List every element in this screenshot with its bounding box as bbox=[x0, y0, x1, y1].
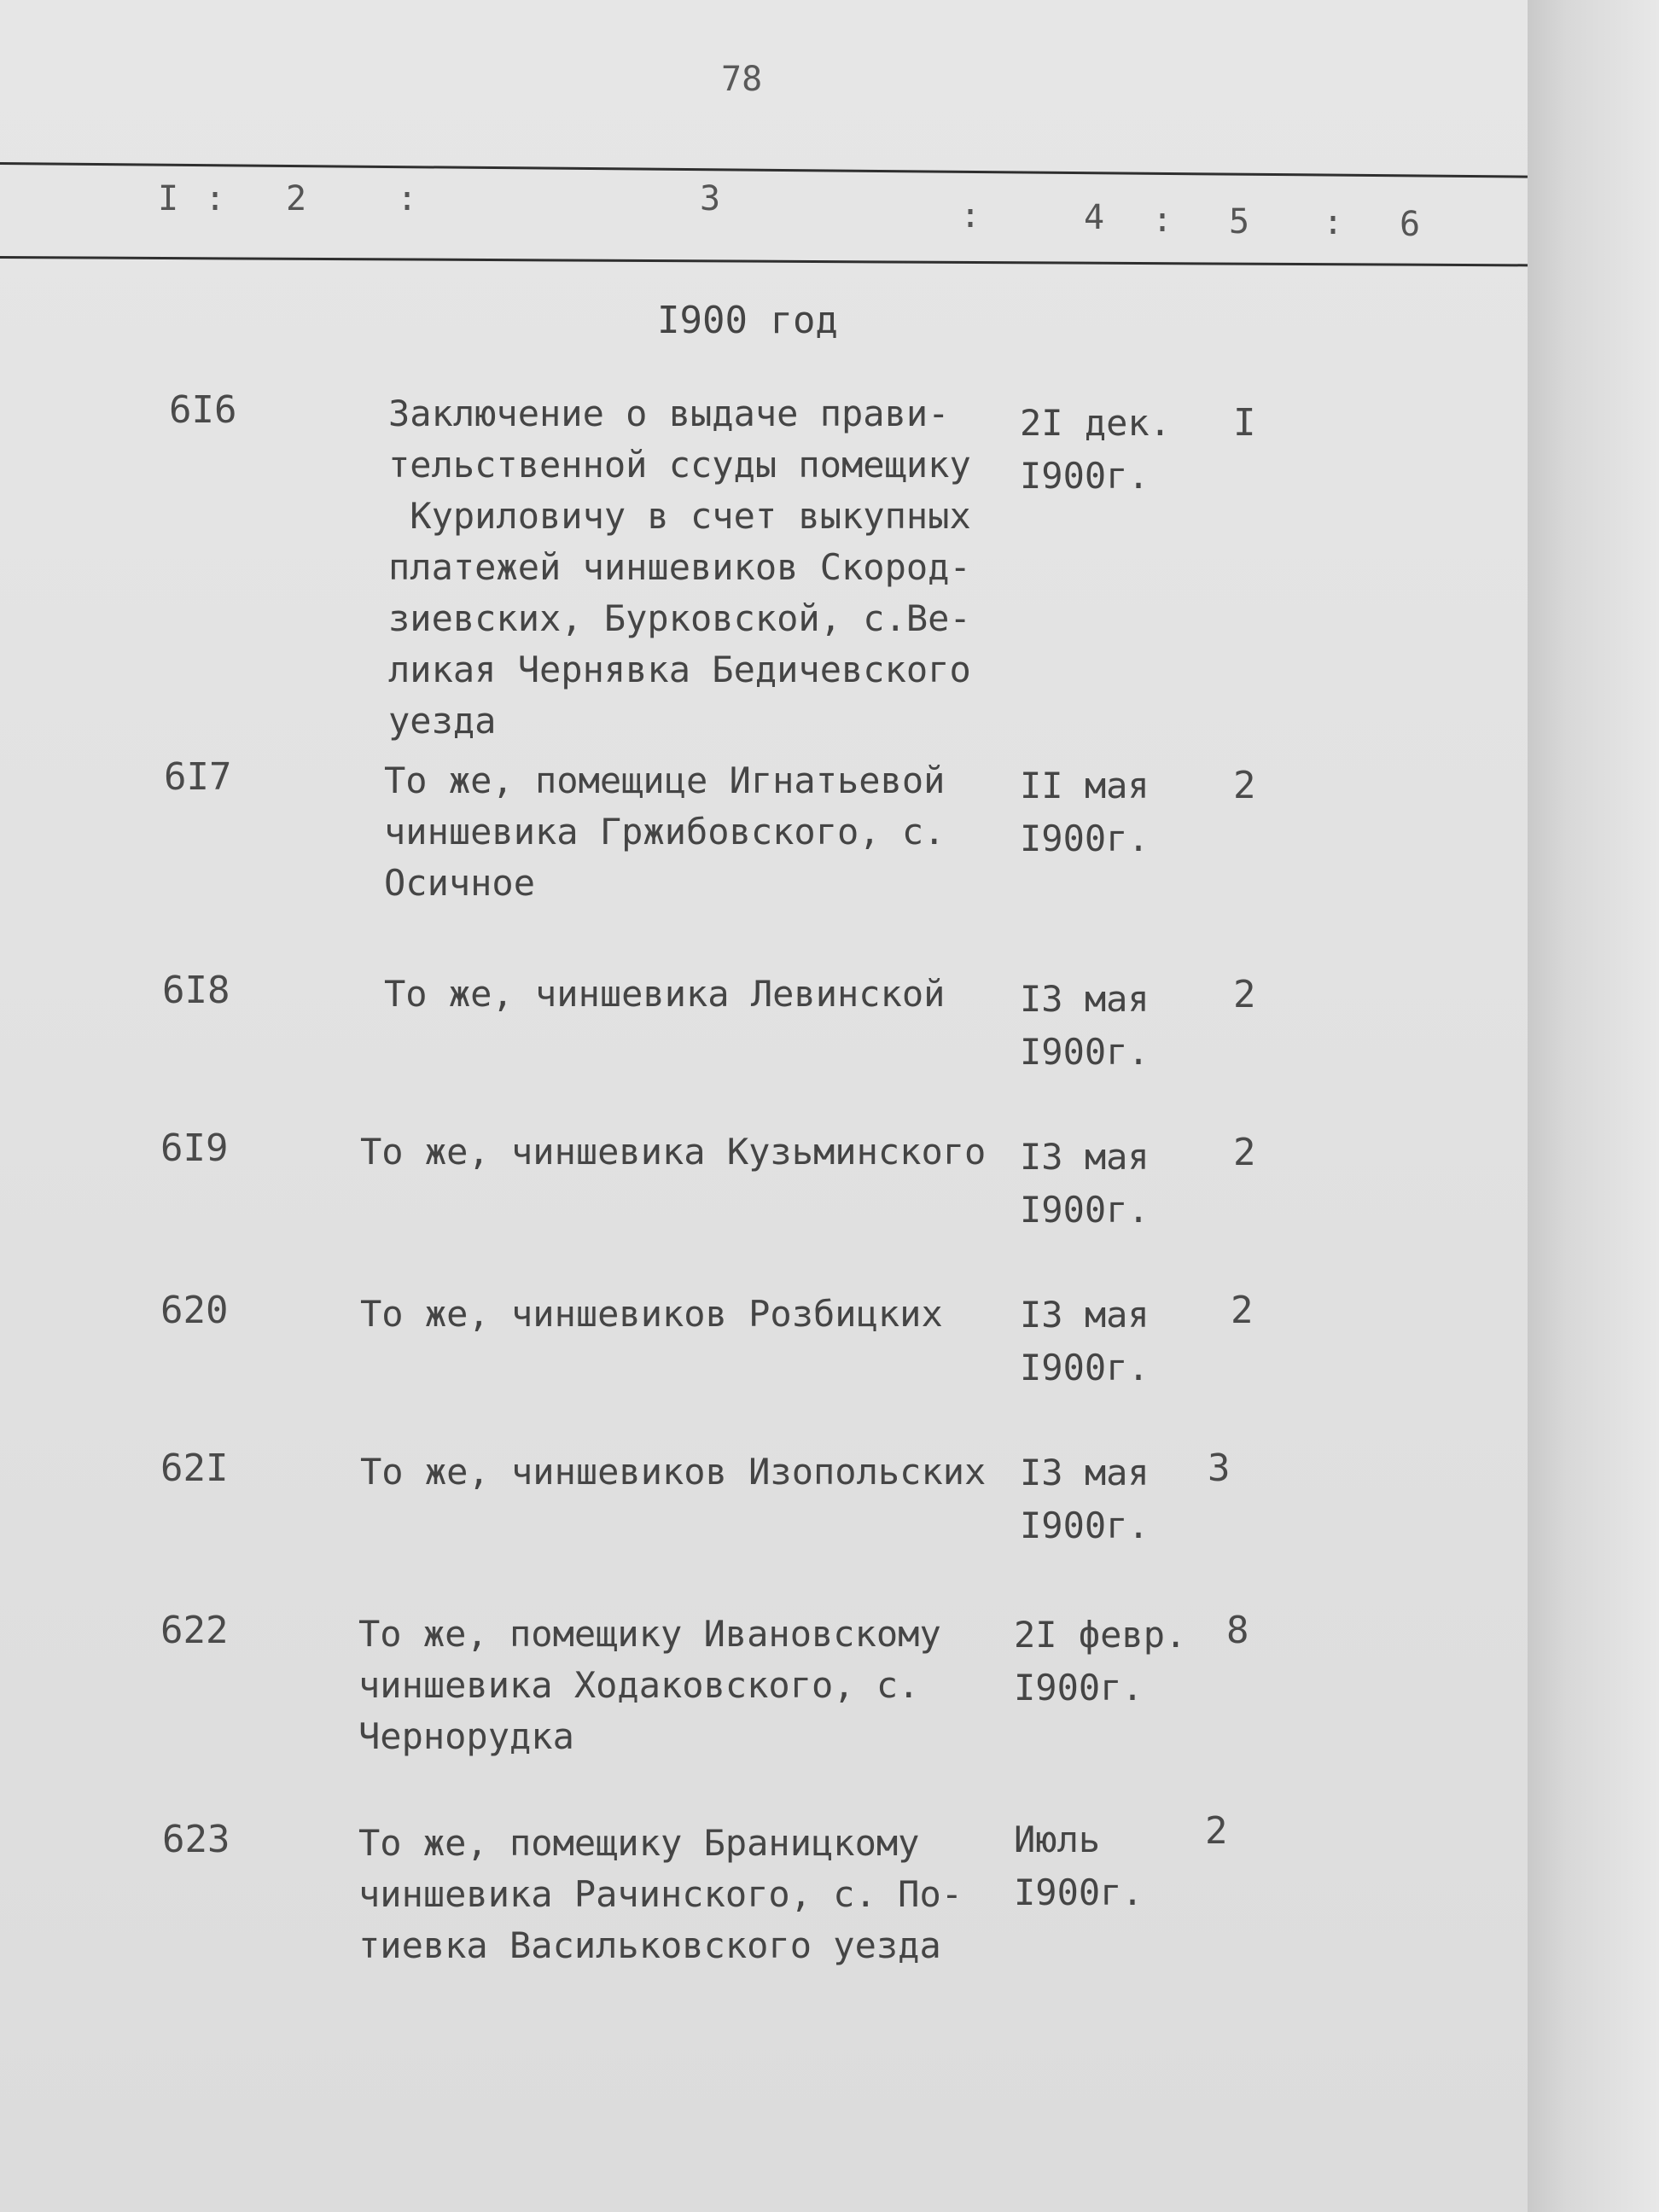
column-header-3: 3 bbox=[700, 179, 721, 218]
record-description: То же, помещику Браницкому чиншевика Рачинского, с. По- тиевка Васильковского уезда bbox=[358, 1822, 963, 1966]
record-description: То же, помещице Игнатьевой чиншевика Гржибовского, с. Осичное bbox=[384, 760, 946, 904]
record-date: I3 мая I900г. bbox=[1020, 1452, 1150, 1546]
column-separator: : bbox=[205, 179, 226, 218]
column-separator: : bbox=[397, 179, 418, 218]
header-rule-top bbox=[0, 162, 1528, 178]
record-sheet-count: I bbox=[1233, 401, 1256, 445]
column-separator: : bbox=[960, 196, 981, 236]
record-sheet-count: 8 bbox=[1226, 1609, 1249, 1652]
column-header-1: I bbox=[158, 179, 179, 218]
record-sheet-count: 3 bbox=[1208, 1447, 1231, 1490]
record-date: I3 мая I900г. bbox=[1020, 978, 1150, 1073]
column-header-6: 6 bbox=[1400, 205, 1421, 244]
record-number: 6I9 bbox=[160, 1126, 229, 1170]
record-description: То же, помещику Ивановскому чиншевика Ходаковского, с. Чернорудка bbox=[358, 1613, 941, 1757]
page-edge-shadow bbox=[1528, 0, 1659, 2212]
record-number: 6I6 bbox=[169, 388, 237, 432]
column-header-2: 2 bbox=[286, 179, 307, 218]
header-rule-bottom bbox=[0, 256, 1528, 266]
page-number: 78 bbox=[721, 60, 763, 99]
record-description: То же, чиншевиков Розбицких bbox=[360, 1293, 943, 1335]
record-date: I3 мая I900г. bbox=[1020, 1294, 1150, 1388]
record-number: 6I7 bbox=[164, 755, 232, 799]
record-sheet-count: 2 bbox=[1231, 1289, 1254, 1332]
record-sheet-count: 2 bbox=[1233, 973, 1256, 1016]
record-date: II мая I900г. bbox=[1020, 765, 1150, 859]
year-heading: I900 год bbox=[657, 299, 838, 342]
record-number: 6I8 bbox=[162, 969, 230, 1012]
record-number: 623 bbox=[162, 1818, 230, 1861]
column-separator: : bbox=[1152, 201, 1173, 240]
record-description: То же, чиншевика Левинской bbox=[384, 973, 946, 1015]
record-description: То же, чиншевиков Изопольских bbox=[360, 1451, 987, 1493]
record-sheet-count: 2 bbox=[1205, 1809, 1228, 1853]
column-separator: : bbox=[1323, 203, 1344, 242]
record-number: 620 bbox=[160, 1289, 229, 1332]
record-date: Июль I900г. bbox=[1014, 1819, 1144, 1913]
record-description: То же, чиншевика Кузьминского bbox=[360, 1131, 987, 1173]
column-header-4: 4 bbox=[1084, 198, 1105, 237]
record-sheet-count: 2 bbox=[1233, 764, 1256, 807]
column-header-5: 5 bbox=[1229, 202, 1250, 242]
record-date: I3 мая I900г. bbox=[1020, 1136, 1150, 1231]
record-number: 62I bbox=[160, 1447, 229, 1490]
record-sheet-count: 2 bbox=[1233, 1131, 1256, 1174]
record-number: 622 bbox=[160, 1609, 229, 1652]
record-description: Заключение о выдаче прави- тельственной ссуды помещику Куриловичу в счет выкупных платежей чиншевиков Скород- зиевских, Бурковской, с.Ве- ликая Чернявка Бедичевского уезда bbox=[388, 393, 971, 742]
record-date: 2I февр. I900г. bbox=[1014, 1614, 1187, 1708]
record-date: 2I дек. I900г. bbox=[1020, 402, 1172, 497]
